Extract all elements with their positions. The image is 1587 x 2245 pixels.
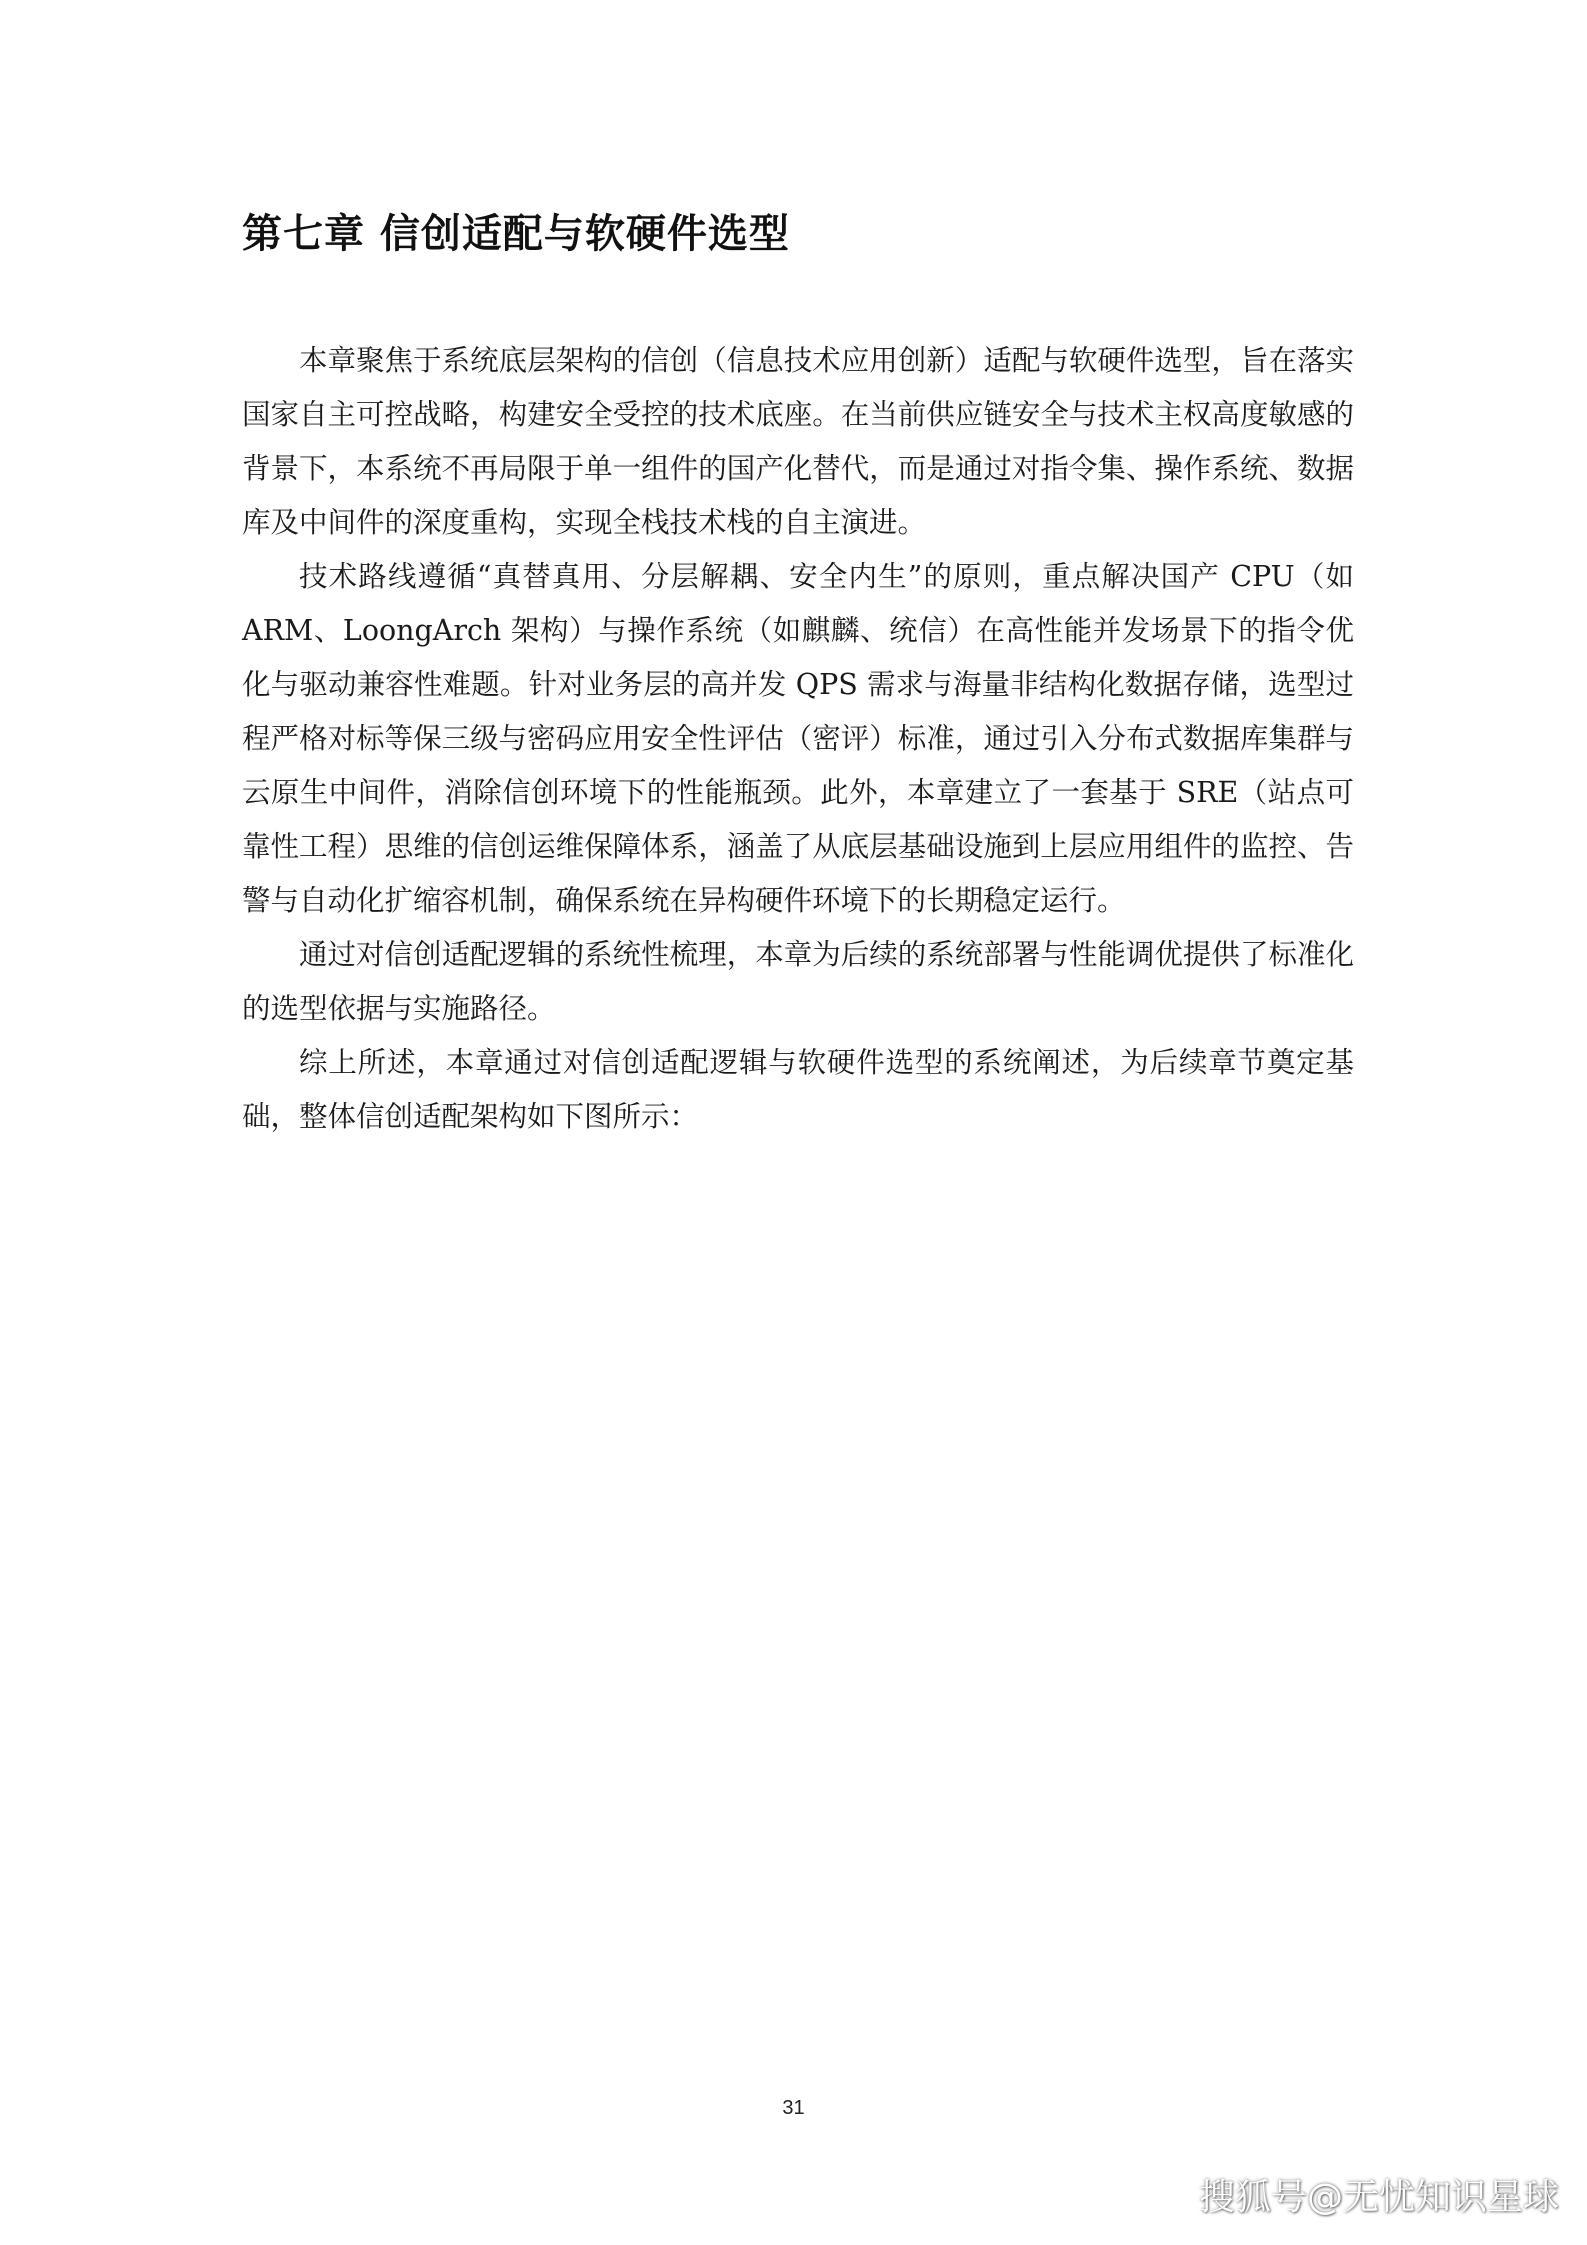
page-number: 31 bbox=[782, 2097, 805, 2119]
paragraph-intro: 本章聚焦于系统底层架构的信创（信息技术应用创新）适配与软硬件选型，旨在落实国家自主可控战略，构建安全受控的技术底座。在当前供应链安全与技术主权高度敏感的背景下，本系统不再局限于单一组件的国产化替代，而是通过对指令集、操作系统、数据库及中间件的深度重构，实现全栈技术栈的自主演进。 bbox=[242, 344, 1354, 539]
watermark: 搜狐号@无忧知识星球 bbox=[1198, 2177, 1559, 2218]
paragraph-adaptation-summary: 通过对信创适配逻辑的系统性梳理，本章为后续的系统部署与性能调优提供了标准化的选型依据与实施路径。 bbox=[242, 938, 1354, 1025]
chapter-body bbox=[242, 334, 1354, 1144]
paragraph-technical-route: 技术路线遵循“真替真用、分层解耦、安全内生”的原则，重点解决国产 CPU（如 ARM、LoongArch 架构）与操作系统（如麒麟、统信）在高性能并发场景下的指令优化与驱动兼容性难题。针对业务层的高并发 QPS 需求与海量非结构化数据存储，选型过程严格对标等保三级与密码应用安全性评估（密评）标准，通过引入分布式数据库集群与云原生中间件，消除信创环境下的性能瓶颈。此外，本章建立了一套基于 SRE（站点可靠性工程）思维的信创运维保障体系，涵盖了从底层基础设施到上层应用组件的监控、告警与自动化扩缩容机制，确保系统在异构硬件环境下的长期稳定运行。 bbox=[242, 560, 1354, 917]
chapter-title: 第七章 信创适配与软硬件选型 bbox=[242, 211, 790, 257]
paragraph-conclusion: 综上所述，本章通过对信创适配逻辑与软硬件选型的系统阐述，为后续章节奠定基础，整体信创适配架构如下图所示： bbox=[242, 1046, 1354, 1133]
